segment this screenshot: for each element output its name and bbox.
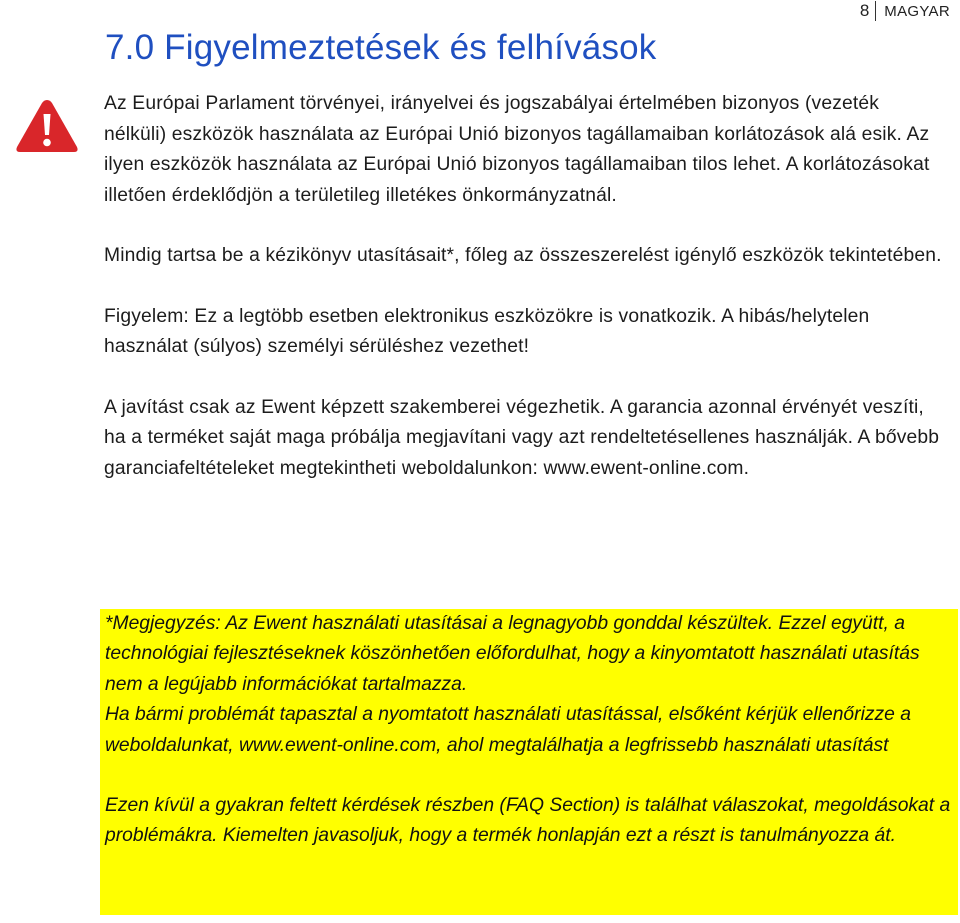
paragraph-manual-instructions: Mindig tartsa be a kézikönyv utasításait*, főleg az összeszerelést igénylő eszközök tekintetében.: [104, 245, 942, 266]
paragraph-repair-warranty: A javítást csak az Ewent képzett szakemberei végezhetik. A garancia azonnal érvényét veszíti, ha a terméket saját maga próbálja megjavítani vagy azt rendeltetésellenes használják. A bővebb garanciafeltételeket megtekintheti weboldalunkon: www.ewent-online.com.: [104, 396, 940, 479]
page-header: [860, 0, 950, 22]
highlighted-note: [100, 609, 958, 915]
paragraph-eu-regulations: Az Európai Parlament törvényei, irányelvei és jogszabályai értelmében bizonyos (vezeték nélküli) eszközök használata az Európai Unió bizonyos tagállamaiban korlátozások alá esik. Az ilyen eszközök használata az Európai Unió bizonyos tagállamaiban tilos lehet. A korlátozásokat illetően érdeklődjön a területileg illetékes önkormányzatnál.: [104, 93, 930, 206]
note-paragraph-2: Ha bármi problémát tapasztal a nyomtatott használati utasítással, elsőként kérjük ellenőrizze a weboldalunkat, www.ewent-online.com, ahol megtalálhatja a legfrissebb használati utasítást: [105, 704, 911, 756]
note-paragraph-1: *Megjegyzés: Az Ewent használati utasításai a legnagyobb gonddal készültek. Ezzel együtt, a technológiai fejlesztéseknek köszönhetően előfordulhat, hogy a kinyomtatott használati utasítás nem a legújabb információkat tartalmazza.: [105, 613, 920, 695]
note-paragraph-3: Ezen kívül a gyakran feltett kérdések részben (FAQ Section) is találhat válaszokat, megoldásokat a problémákra. Kiemelten javasoljuk, hogy a termék honlapján ezt a részt is tanulmányozza át.: [105, 795, 951, 847]
warnings-body: [104, 89, 944, 484]
page-number: 8: [859, 1, 870, 20]
header-divider: [875, 1, 876, 21]
section-title: 7.0 Figyelmeztetések és felhívások: [105, 28, 657, 67]
warning-icon: [14, 97, 80, 155]
language-label: MAGYAR: [884, 2, 950, 20]
paragraph-attention: Figyelem: Ez a legtöbb esetben elektronikus eszközökre is vonatkozik. A hibás/helytelen használat (súlyos) személyi sérüléshez vezethet!: [104, 305, 870, 357]
note-spacer: [105, 761, 958, 791]
